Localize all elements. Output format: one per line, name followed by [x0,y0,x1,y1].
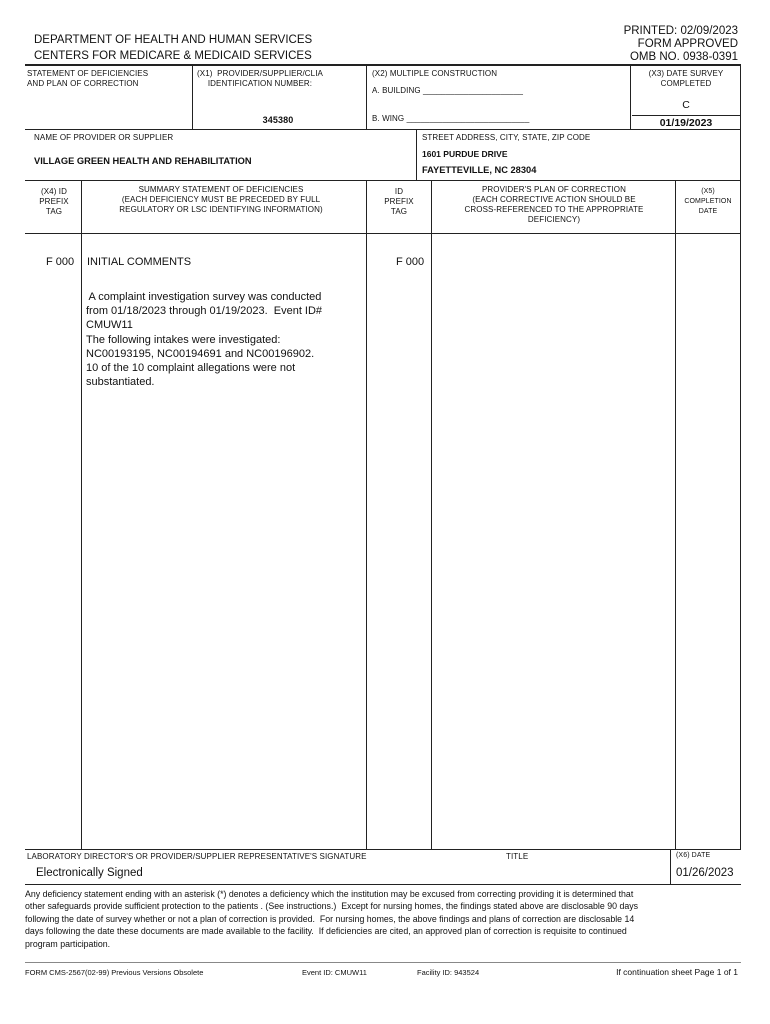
tag-left: F 000 [46,256,75,268]
x1-value: 345380 [262,115,294,125]
signature-date: 01/26/2023 [676,867,734,879]
statement-label: STATEMENT OF DEFICIENCIES AND PLAN OF CORRECTION [27,69,149,88]
divider [632,115,740,116]
event-id: Event ID: CMUW11 [302,968,367,977]
divider [630,64,631,129]
divider [25,849,741,850]
id-prefix-header: ID PREFIX TAG [384,187,414,216]
x2-label: (X2) MULTIPLE CONSTRUCTION [372,69,498,78]
divider [675,180,676,849]
divider [192,64,193,129]
form-approved: FORM APPROVED [637,38,738,50]
frame-top [25,64,741,66]
divider [25,129,741,130]
divider [25,884,741,885]
divider [25,180,741,181]
divider [416,129,417,180]
city-state-zip: FAYETTEVILLE, NC 28304 [422,165,537,175]
centers-title: CENTERS FOR MEDICARE & MEDICAID SERVICES [34,50,312,62]
address-label: STREET ADDRESS, CITY, STATE, ZIP CODE [422,133,591,142]
x3-code: C [682,99,690,111]
footnote: Any deficiency statement ending with an asterisk (*) denotes a deficiency which the institution may be excused from correcting providing it is determined that other safeguards provide sufficient protection to the patients . (See instructions.) Except for nursing homes, the findings stated above are disclosable 90 days following the date of survey whether or not a plan of correction is provided. For nursing homes, the above findings and plans of correction are disclosable 14 days following the date these documents are made available to the facility. If deficiencies are cited, an approved plan of correction is requisite to continued program participation. [25,889,639,949]
building-label: A. BUILDING ______________________ [372,86,524,95]
frame-right [740,64,741,849]
wing-label: B. WING ___________________________ [372,114,530,123]
facility-id: Facility ID: 943524 [417,968,480,977]
title-label: TITLE [506,852,529,861]
signature-label: LABORATORY DIRECTOR'S OR PROVIDER/SUPPLIER REPRESENTATIVE'S SIGNATURE [27,852,367,861]
summary-header: SUMMARY STATEMENT OF DEFICIENCIES (EACH DEFICIENCY MUST BE PRECEDED BY FULL REGULATORY OR LSC IDENTIFYING INFORMATION) [119,185,323,214]
x5-header: (X5) COMPLETION DATE [684,188,732,215]
divider [25,233,741,234]
divider [25,962,741,963]
printed-date: PRINTED: 02/09/2023 [623,25,738,37]
dept-title: DEPARTMENT OF HEALTH AND HUMAN SERVICES [34,34,313,46]
street-address: 1601 PURDUE DRIVE [422,149,508,159]
provider-name: VILLAGE GREEN HEALTH AND REHABILITATION [34,156,252,166]
x3-date: 01/19/2023 [659,117,713,129]
plan-header: PROVIDER'S PLAN OF CORRECTION (EACH CORRECTIVE ACTION SHOULD BE CROSS-REFERENCED TO THE APPROPRIATE DEFICIENCY) [464,185,644,224]
divider [366,180,367,849]
form-number: FORM CMS-2567(02-99) Previous Versions Obsolete [25,968,204,977]
tag-right: F 000 [396,256,425,268]
omb-number: OMB NO. 0938-0391 [629,51,738,63]
divider [81,180,82,849]
entry-title: INITIAL COMMENTS [87,256,192,268]
continuation: If continuation sheet Page 1 of 1 [616,967,738,977]
divider [670,849,671,884]
entry-body: A complaint investigation survey was conducted from 01/18/2023 through 01/19/2023. Event ID# CMUW11 The following intakes were investigated: NC00193195, NC00194691 and NC00196902. 10 of the 10 complaint allegations were not substantiated. [86,291,323,389]
provider-name-label: NAME OF PROVIDER OR SUPPLIER [34,133,174,142]
x4-header: (X4) ID PREFIX TAG [39,187,69,216]
date-label: (X6) DATE [676,852,711,859]
x1-label: (X1) PROVIDER/SUPPLIER/CLIA IDENTIFICATION NUMBER: [197,69,323,88]
x3-label: (X3) DATE SURVEY COMPLETED [648,69,724,88]
divider [431,180,432,849]
divider [366,64,367,129]
signature-value: Electronically Signed [36,867,143,879]
